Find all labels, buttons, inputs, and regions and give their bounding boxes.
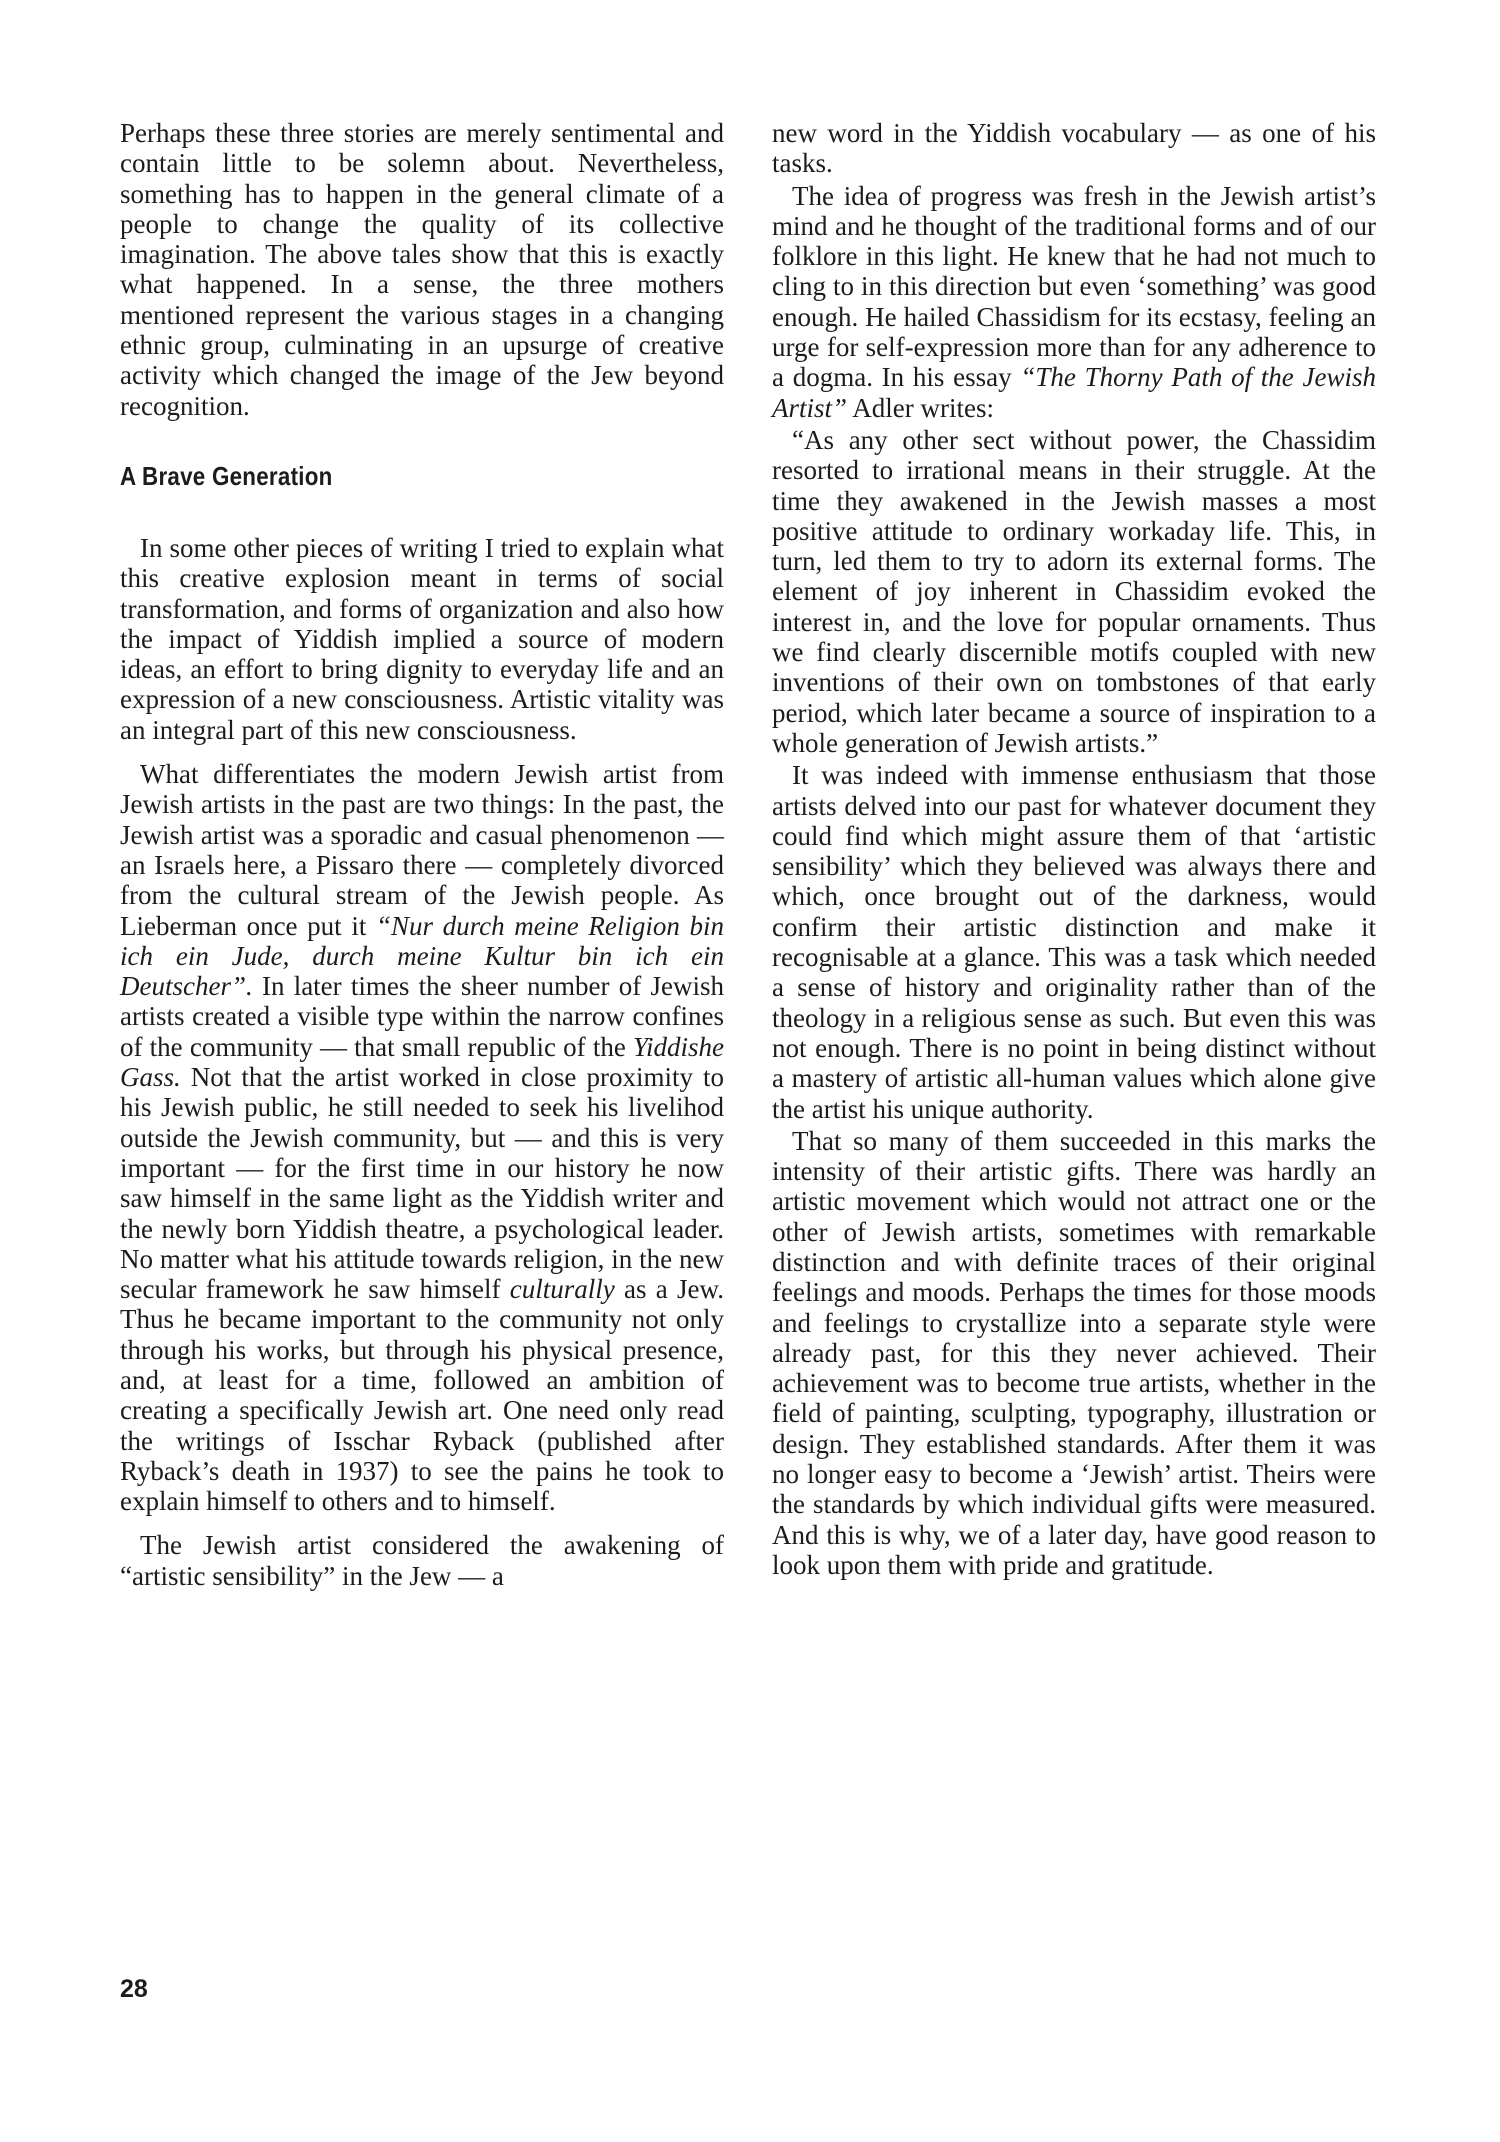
text-run: In later times the sheer number of Jewish artists created a visible type within the narrow confines of the community — that small republic of the: [120, 971, 724, 1062]
paragraph-idea-of-progress: [772, 181, 1376, 423]
essay-title: “The Thorny Path of the Jewish Artist”: [772, 362, 1376, 423]
paragraph-modern-jewish-artist: [120, 759, 724, 1516]
text-run: Adler writes:: [847, 392, 995, 423]
paragraph-continuation: new word in the Yiddish vocabulary — as one of his tasks.: [772, 118, 1376, 179]
paragraph-adler-quote: “As any other sect without power, the Chassidim resorted to irrational means in their struggle. At the time they awakened in the Jewish masses a most positive attitude to ordinary workaday life. This, in turn, led them to try to adorn its external forms. The element of joy inherent in Chassidim evoked the interest in, and the love for popular ornaments. Thus we find clearly discernible motifs coupled with new inventions of their own on tombstones of that early period, which later became a source of inspiration to a whole generation of Jewish artists.”: [772, 424, 1376, 758]
right-column: [772, 118, 1376, 1580]
yiddishe-gass: Yiddishe Gass.: [120, 1031, 724, 1093]
page-number: 28: [120, 1975, 148, 2003]
paragraph-stories: Perhaps these three stories are merely sentimental and contain little to be solemn about. Nevertheless, something has to happen in the general climate of a people to change the quality of its collective imagination. The above tales show that this is exactly what happened. In a sense, the three mothers mentioned represent the various stages in a changing ethnic group, culminating in an upsurge of creative activity which changed the image of the Jew beyond recognition.: [120, 118, 724, 421]
text-run: What differentiates the modern Jewish artist from Jewish artists in the past are two things: In the past, the Jewish artist was a sporadic and casual phenomenon — an Israels here, a Pissaro there — completely divorced from the cultural stream of the Jewish people. As Lieberman once put it: [120, 759, 724, 941]
paragraph-creative-explosion: In some other pieces of writing I tried to explain what this creative explosion meant in terms of social transformation, and forms of organization and also how the impact of Yiddish implied a source of modern ideas, an effort to bring dignity to everyday life and an expression of a new consciousness. Artistic vitality was an integral part of this new consciousness.: [120, 532, 724, 745]
paragraph-awakening: The Jewish artist considered the awakening of “artistic sensibility” in the Jew — a: [120, 1530, 724, 1591]
culturally-emphasis: culturally: [509, 1274, 615, 1305]
lieberman-quote: “Nur durch meine Religion bin ich ein Jude, durch meine Kultur bin ich ein Deutscher”.: [120, 910, 724, 1002]
section-heading: A Brave Generation: [120, 460, 333, 491]
text-run: Not that the artist worked in close proximity to his Jewish public, he still needed to seek his livelihod outside the Jewish community, but — and this is very important — for the first time in our history he now saw himself in the same light as the Yiddish writer and the newly born Yiddish theatre, a psychological leader. No matter what his attitude towards religion, in the new secular framework he saw himself: [120, 1062, 724, 1305]
paragraph-succeeded: That so many of them succeeded in this marks the intensity of their artistic gifts. There was hardly an artistic movement which would not attract one or the other of Jewish artists, sometimes with remarkable distinction and with definite traces of their original feelings and moods. Perhaps the times for those moods and feelings to crystallize into a separate style were already past, for this they never achieved. Their achievement was to become true artists, whether in the field of painting, sculpting, typography, illustration or design. They established standards. After them it was no longer easy to become a ‘Jewish’ artist. Theirs were the standards by which individual gifts were measured. And this is why, we of a later day, have good reason to look upon them with pride and gratitude.: [772, 1125, 1376, 1580]
text-run: The idea of progress was fresh in the Jewish artist’s mind and he thought of the traditional forms and of our folklore in this light. He knew that he had not much to cling to in this direction but even ‘something’ was good enough. He hailed Chassidism for its ecstasy, feeling an urge for self-expression more than for any adherence to a dogma. In his essay: [772, 180, 1376, 393]
text-run: as a Jew. Thus he became important to the community not only through his works, but through his physical presence, and, at least for a time, followed an ambition of creating a specifically Jewish art. One need only read the writings of Isschar Ryback (published after Ryback’s death in 1937) to see the pains he took to explain himself to others and to himself.: [120, 1274, 725, 1517]
paragraph-enthusiasm: It was indeed with immense enthusiasm that those artists delved into our past for whatever document they could find which might assure them of that ‘artistic sensibility’ which they believed was always there and which, once brought out of the darkness, would confirm their artistic distinction and make it recognisable at a glance. This was a task which needed a sense of history and originality rather than of the theology in a religious sense as such. But even this was not enough. There is no point in being distinct without a mastery of artistic all-human values which alone give the artist his unique authority.: [772, 760, 1376, 1124]
left-column: [120, 118, 724, 1591]
